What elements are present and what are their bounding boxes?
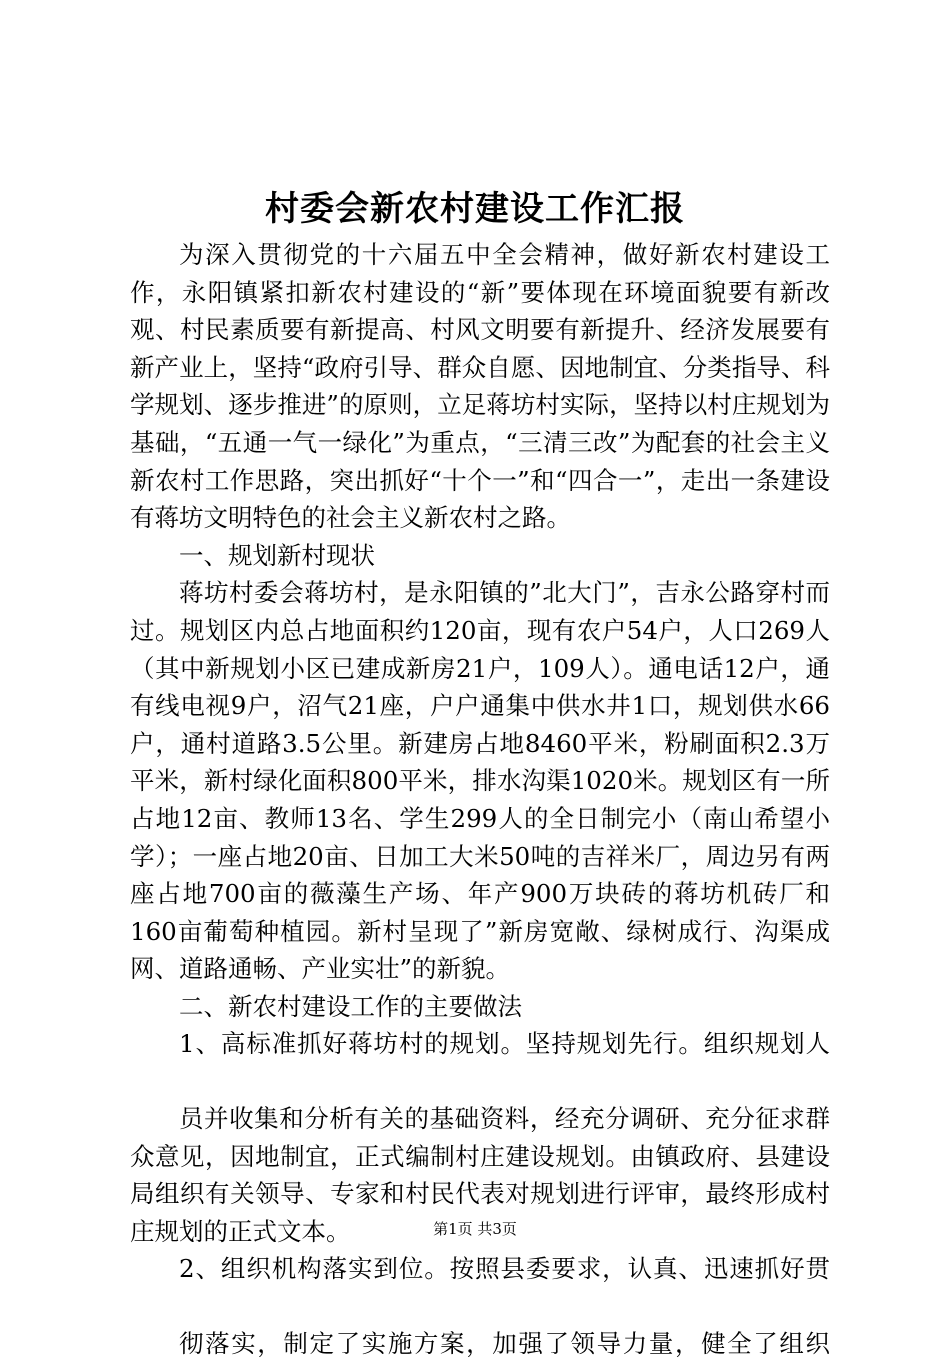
page-break-gap (130, 1063, 830, 1100)
document-title: 村委会新农村建设工作汇报 (265, 189, 685, 229)
item-1-first-line: 1、高标准抓好蒋坊村的规划。坚持规划先行。组织规划人 (179, 1029, 830, 1059)
item-2-continuation: 彻落实，制定了实施方案，加强了领导力量，健全了组织 (179, 1329, 830, 1359)
page-footer: 第1页 共3页 (433, 1220, 517, 1238)
item-2-first-line: 2、组织机构落实到位。按照县委要求，认真、迅速抓好贯 (179, 1254, 830, 1284)
document-body (130, 236, 830, 1363)
status-paragraph: 蒋坊村委会蒋坊村，是永阳镇的”北大门”，吉永公路穿村而过。规划区内总占地面积约120亩，现有农户54户，人口269人（其中新规划小区已建成新房21户，109人）。通电话12户，通有线电视9户，沼气21座，户户通集中供水井1口，规划供水66户，通村道路3.5公里。新建房占地8460平米，粉刷面积2.3万平米，新村绿化面积800平米，排水沟渠1020米。规划区有一所占地12亩、教师13名、学生299人的全日制完小（南山希望小学）；一座占地20亩、日加工大米50吨的吉祥米厂，周边另有两座占地700亩的薇藻生产场、年产900万块砖的蒋坊机砖厂和160亩葡萄种植园。新村呈现了”新房宽敞、绿树成行、沟渠成网、道路通畅、产业实壮”的新貌。 (130, 578, 830, 984)
page-break-gap (130, 1288, 830, 1325)
section-heading-2: 二、新农村建设工作的主要做法 (179, 991, 522, 1021)
item-1-continuation: 员并收集和分析有关的基础资料，经充分调研、充分征求群众意见，因地制宜，正式编制村庄建设规划。由镇政府、县建设局组织有关领导、专家和村民代表对规划进行评审，最终形成村庄规划的正式文本。 (130, 1104, 830, 1246)
intro-paragraph: 为深入贯彻党的十六届五中全会精神，做好新农村建设工作，永阳镇紧扣新农村建设的“新”要体现在环境面貌要有新改观、村民素质要有新提高、村风文明要有新提升、经济发展要有新产业上，坚持“政府引导、群众自愿、因地制宜、分类指导、科学规划、逐步推进”的原则，立足蒋坊村实际，坚持以村庄规划为基础，“五通一气一绿化”为重点，“三清三改”为配套的社会主义新农村工作思路，突出抓好“十个一”和“四合一”，走出一条建设有蒋坊文明特色的社会主义新农村之路。 (130, 240, 830, 533)
section-heading-1: 一、规划新村现状 (179, 540, 375, 570)
